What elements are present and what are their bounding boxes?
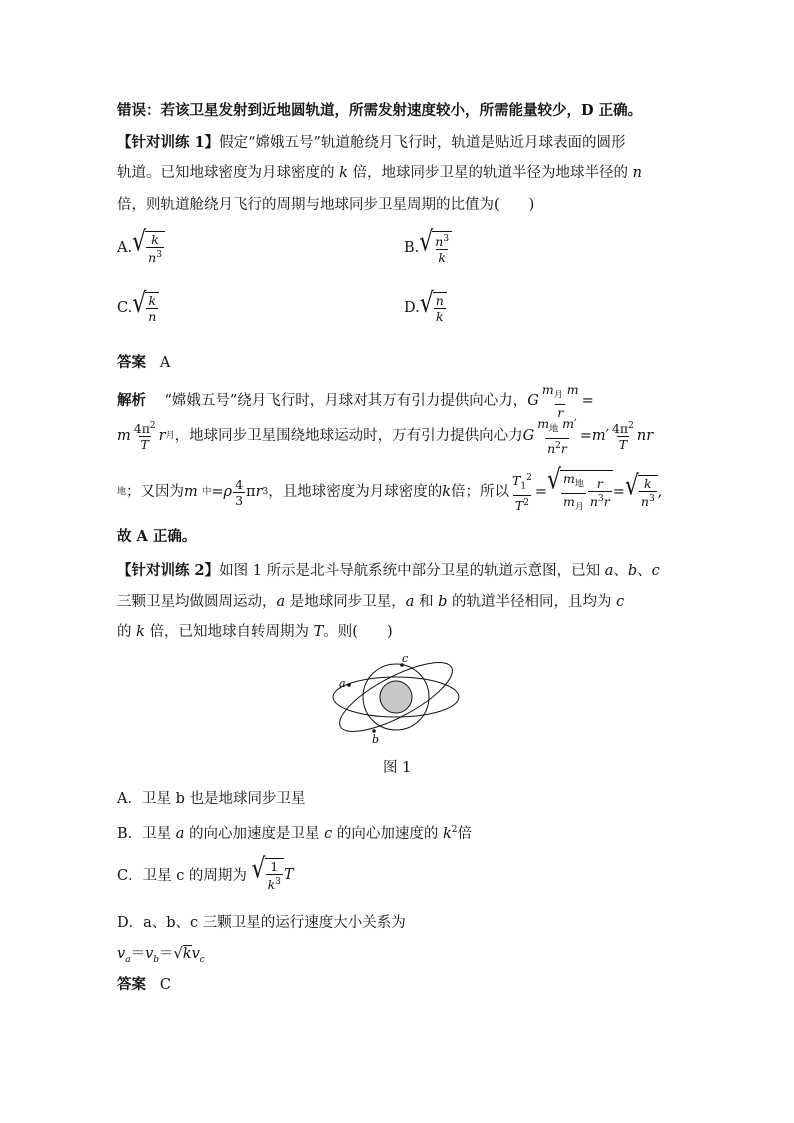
f-G: G [522, 427, 535, 444]
f-rho: ρ [223, 484, 233, 500]
f-3: 3 [235, 492, 244, 508]
optb3: 的向心加速度的 [332, 825, 443, 842]
sym-a: a [276, 594, 286, 610]
f-T: T [618, 437, 628, 453]
f-4pi: 4π [611, 421, 629, 437]
f-2: 2 [149, 421, 156, 432]
f-m2: m [566, 382, 579, 397]
t2-q-b: 三颗卫星均做圆周运动， [117, 594, 277, 610]
4pi2-over-T-2 [610, 420, 636, 451]
sqrt-ratio: √ $\frac{m_地}{m_月}$ $\frac{r}{n^3r}$ [547, 470, 613, 514]
ans2-value: C [159, 977, 171, 993]
f-k: k [267, 877, 276, 893]
sqrt-n-over-k: √ $\frac{n}{k}$ [420, 292, 447, 323]
t1-q-a: 假定“嫦娥五号”轨道舱绕月飞行时，轨道是贴近月球表面的圆形 [219, 135, 626, 151]
gm-earth-frac: $\frac{m_地 m'}{n^2r}$ [537, 416, 577, 456]
opt-d-label: D. [404, 299, 420, 316]
f-n: n [148, 309, 157, 324]
t1-answer [117, 353, 170, 373]
ans2-label: 答案 [117, 976, 146, 993]
t2-option-b [117, 820, 472, 844]
ans-value: A [159, 355, 171, 371]
optc: C．卫星 c 的周期为 [117, 868, 247, 885]
t2-q-c3: 。则( ) [323, 624, 393, 640]
f-n: n [636, 427, 647, 444]
gm-frac [540, 383, 581, 419]
f-m: m [117, 427, 131, 444]
f-r: r [560, 440, 567, 456]
f-r: r [557, 404, 564, 420]
sym-c: c [616, 594, 625, 610]
f-n: n [435, 293, 444, 308]
t1-question-line2 [117, 163, 642, 183]
f-earth: 地 [117, 487, 127, 497]
sqrt-k-n3: √ $\frac{k}{n^3}$ [625, 475, 658, 508]
eq: = [612, 484, 625, 500]
t1-option-b [404, 226, 452, 266]
t2-option-a: A．卫星 b 也是地球同步卫星 [117, 791, 306, 807]
f-3: 3 [443, 234, 450, 244]
f-m: m [184, 484, 198, 500]
opt-c-label: C. [117, 299, 133, 316]
sqrt-1-over-k3: √ $\frac{1}{k^3}$ [252, 858, 284, 891]
t1-explain-line2: m $\frac{4\pi^2}{T}$ r 月 ，地球同步卫星围绕地球运动时，万有引力提供向心力 G $\frac{m_地 m'}{n^2r}$ = m ′ $\frac{4\pi^2}{T}$ n r [117, 416, 654, 456]
t2-q-b2: 是地球同步卫星， [285, 594, 406, 610]
f-k: k [148, 293, 157, 308]
T-ratio: $\frac{T_1^2}{T^2}$ [512, 473, 532, 513]
f-3: 3 [262, 487, 269, 497]
t1-option-a [117, 226, 165, 266]
f-mid: 中 [202, 487, 212, 497]
sym-a: a [175, 825, 185, 842]
exp3: ；又因为 [126, 484, 185, 500]
t2-option-d: D．a、b、c 三颗卫星的运行速度大小关系为 [117, 915, 406, 931]
f-4pi: 4π [133, 421, 150, 437]
optb2: 的向心加速度是卫星 [184, 825, 325, 842]
f-earth: 地 [574, 479, 584, 490]
t2-question-line2 [117, 592, 624, 612]
sup-2: 2 [451, 825, 458, 835]
t2-option-d-formula: $v_a=v_b=√kv_c$ [117, 946, 205, 965]
sym-k: k [442, 825, 452, 842]
t2-answer [117, 975, 171, 995]
t1-heading: 【针对训练 1】 [117, 134, 220, 151]
label-c: c [402, 652, 409, 665]
eq: = [211, 484, 224, 500]
f-2: 2 [628, 421, 634, 432]
figure-caption: 图 1 [383, 760, 412, 776]
t1-question-line1 [117, 133, 625, 153]
sym-k: k [136, 624, 145, 640]
f-2: 2 [555, 440, 561, 451]
t1-explain-line3: 地 ；又因为 m 中 = ρ $\frac{4}{3}$ π r 3 ，且地球密度为月球密度的 k 倍；所以 $\frac{T_1^2}{T^2}$ = √ $\frac{m_地}{m_月}$ $\frac{r}{n^3r}$ = √ $\frac{k}{n^3}$ , [117, 464, 663, 513]
opt-b-label: B. [404, 239, 420, 256]
exp2: ，地球同步卫星围绕地球运动时，万有引力提供向心力 [174, 427, 523, 444]
sym-G: G [527, 392, 539, 409]
earth [380, 681, 412, 713]
4-over-3 [233, 478, 245, 507]
t2-q-c2: 倍，已知地球自转周期为 [144, 624, 314, 640]
f-moon: 月 [574, 502, 584, 512]
f-r: r [646, 427, 654, 444]
t1-explain-conclusion: 故 A 正确。 [117, 528, 197, 545]
t2-option-c [117, 853, 294, 893]
f-n: n [148, 250, 157, 266]
f-n: n [547, 440, 556, 456]
sym-b: b [438, 594, 448, 610]
t2-q-a: 如图 1 所示是北斗导航系统中部分卫星的轨道示意图，已知 [219, 563, 605, 579]
f-m: m [541, 382, 554, 397]
f-m: m [591, 427, 606, 444]
sym-c: c [324, 825, 333, 842]
t2-q-b3: 和 [414, 594, 439, 610]
f-3: 3 [275, 877, 281, 887]
4pi2-over-T [132, 420, 158, 451]
prev-answer-line: 错误：若该卫星发射到近地圆轨道，所需发射速度较小，所需能量较少，D 正确。 [117, 102, 643, 119]
f-3: 3 [156, 250, 162, 260]
eq: = [579, 427, 592, 444]
sym-T: T [313, 624, 324, 640]
sqrt-k-over-n3: √ $\frac{k}{n^3}$ [132, 231, 165, 264]
f-T: T [140, 437, 149, 453]
t2-question-line3 [117, 622, 393, 642]
sym-a2: a [405, 594, 415, 610]
f-earth: 地 [549, 424, 559, 435]
f-1: 1 [270, 859, 279, 874]
ans-label: 答案 [117, 354, 146, 371]
f-k: k [442, 484, 452, 500]
t1-question-line3: 倍，则轨道舱绕月飞行的周期与地球同步卫星周期的比值为( ) [117, 197, 535, 213]
f-moon: 月 [165, 430, 175, 441]
f-k: k [438, 250, 446, 266]
optb4: 倍 [457, 825, 473, 842]
f-1: 1 [520, 481, 527, 492]
eq: = [581, 392, 594, 409]
sym-n: n [632, 165, 642, 181]
sqrt-k-over-n: √ $\frac{k}{n}$ [132, 292, 159, 323]
eq: = [534, 484, 547, 500]
t2-heading: 【针对训练 2】 [117, 562, 220, 579]
t1-option-c [117, 288, 159, 324]
label-b: b [372, 733, 380, 744]
t1-explain-line1 [117, 383, 594, 419]
f-m: m [537, 416, 550, 431]
exp-label: 解析 [117, 391, 146, 409]
sqrt-n3-over-k: √ $\frac{n^3}{k}$ [419, 231, 452, 264]
t1-option-d [404, 288, 447, 324]
t2-q-b4: 的轨道半径相同，且均为 [447, 594, 617, 610]
f-n: n [435, 234, 444, 250]
f-moon: 月 [553, 390, 563, 401]
t2-q-c1: 的 [117, 624, 137, 640]
exp1: “嫦娥五号”绕月飞行时，月球对其万有引力提供向心力， [164, 392, 528, 409]
opt-a-label: A. [117, 239, 133, 256]
f-2: 2 [526, 473, 532, 484]
f-r: r [158, 427, 166, 444]
f-2: 2 [523, 497, 529, 508]
f-r: r [255, 484, 263, 500]
satellite-a [347, 683, 351, 687]
t1-q-b1: 轨道。已知地球密度为月球密度的 [117, 165, 340, 181]
f-k: k [151, 232, 159, 247]
sym-k: k [339, 165, 348, 181]
f-4: 4 [235, 476, 244, 492]
orbit-diagram [330, 652, 466, 744]
t1-q-b2: 倍，地球同步卫星的轨道半径为地球半径的 [347, 165, 633, 181]
t2-question-line1: 【针对训练 2】如图 1 所示是北斗导航系统中部分卫星的轨道示意图，已知 a、b、c [117, 562, 660, 579]
f-T: T [283, 866, 294, 883]
optb1: B．卫星 [117, 825, 176, 842]
exp3b: ，且地球密度为月球密度的 [268, 484, 443, 500]
label-a: a [339, 677, 346, 690]
f-m2: m [562, 416, 574, 431]
f-k: k [435, 309, 444, 324]
exp3c: 倍；所以 [451, 484, 510, 500]
